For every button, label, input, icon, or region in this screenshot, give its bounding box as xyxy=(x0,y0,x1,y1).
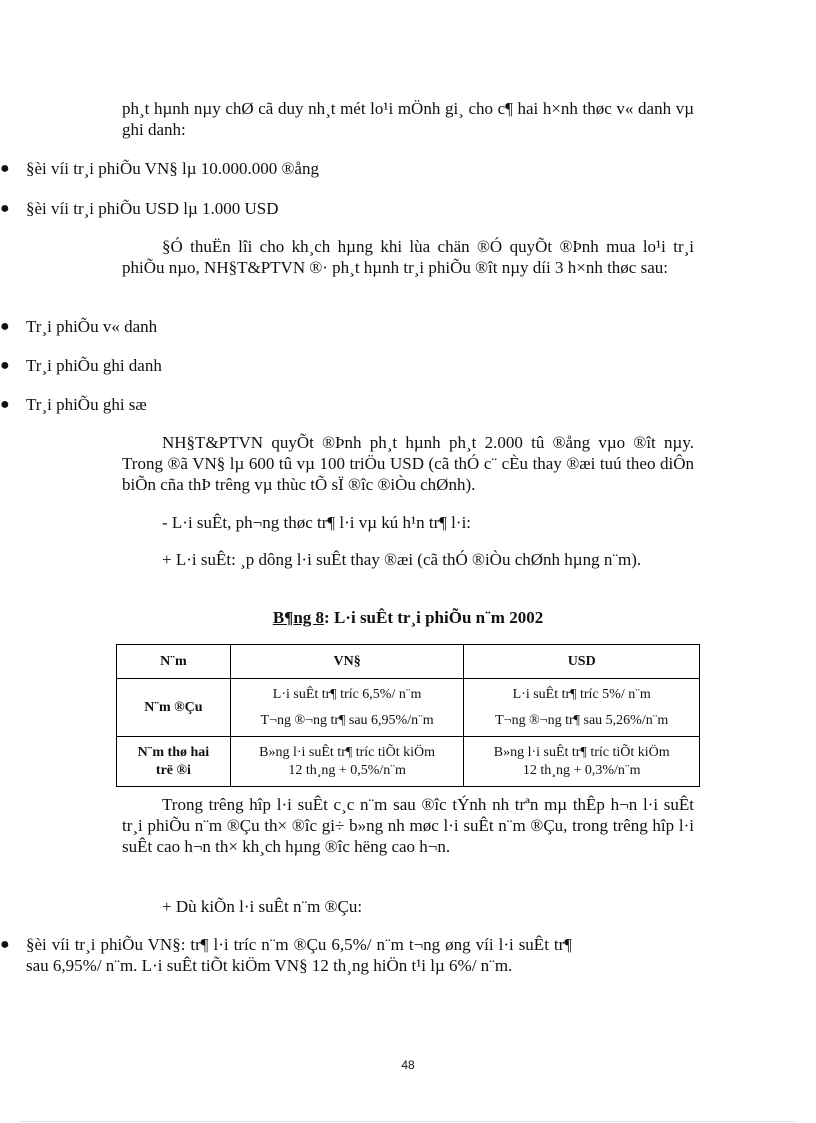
bullet-icon: ● xyxy=(0,936,10,953)
paragraph-expected-rate: + Dù kiÕn l·i suÊt n¨m ®Çu: xyxy=(162,897,363,916)
table-cell: L·i suÊt tr¶ tríc 5%/ n¨m T¬ng ®¬ng tr¶ sau 5,26%/n¨m xyxy=(464,679,700,737)
paragraph-issuance: NH§T&PTVN quyÕt ®Þnh ph¸t hµnh ph¸t 2.000 tû ®ång vµo ®ît nµy. Trong ®ã VN§ lµ 600 tû vµ 100 triÖu USD (cã thÓ c¨ cÈu thay ®æi tuú theo diÔn biÕn cña thÞ trêng vµ thùc tÕ sÏ ®îc ®iÒu chØnh). xyxy=(122,433,694,494)
page-number: 48 xyxy=(401,1058,415,1072)
table-caption-label: B¶ng 8 xyxy=(272,608,325,627)
table-header-row xyxy=(117,645,700,679)
paragraph-rate-note: Trong trêng hîp l·i suÊt c¸c n¨m sau ®îc tÝnh nh trªn mµ thÊp h¬n l·i suÊt tr¸i phiÕu n¨m ®Çu th× ®îc gi÷ b»ng nh møc l·i suÊt n¨m ®Çu, trong trêng hîp l·i suÊt cao h¬n th× kh¸ch hµng ®îc hëng cao h¬n. xyxy=(122,795,694,856)
bullet-icon: ● xyxy=(0,357,10,374)
table-caption-text: : L·i suÊt tr¸i phiÕu n¨m 2002 xyxy=(324,608,544,627)
table-caption xyxy=(122,608,694,628)
table-row xyxy=(117,679,700,737)
table-header-cell: VN§ xyxy=(230,645,464,679)
document-page: ph¸t hµnh nµy chØ cã duy nh¸t mét lo¹i mÖnh gi¸ cho c¶ hai h×nh thøc v« danh vµ ghi danh: ● §èi víi tr¸i phiÕu VN§ lµ 10.000.000 ®ång ● §èi víi tr¸i phiÕu USD lµ 1.000 USD §Ó thuËn lîi cho kh¸ch hµng khi lùa chän ®Ó quyÕt ®Þnh mua lo¹i tr¸i phiÕu nµo, NH§T&PTVN ®· ph¸t hµnh tr¸i phiÕu ®ît nµy díi 3 h×nh thøc sau: ● Tr¸i phiÕu v« danh ● Tr¸i phiÕu ghi danh ● Tr¸i phiÕu ghi sæ NH§T&PTVN quyÕt ®Þnh ph¸t hµnh ph¸t 2.000 tû ®ång vµo ®ît nµy. Trong ®ã VN§ lµ 600 tû vµ 100 triÖu USD (cã thÓ c¨ cÈu thay ®æi tuú theo diÔn biÕn cña thÞ trêng vµ thùc tÕ sÏ ®îc ®iÒu chØnh). - L·i suÊt, ph¬ng thøc tr¶ l·i vµ kú h¹n tr¶ l·i: + L·i suÊt: ¸p dông l·i suÊt thay ®æi (cã thÓ ®iÒu chØnh hµng n¨m). B¶ng 8: L·i suÊt tr¸i phiÕu n¨m 2002 N¨m VN§ USD N¨m ®Çu L·i suÊt tr¶ tríc 6,5%/ n¨m T¬ng ®¬ng tr¶ sau 6,95%/n¨m L·i suÊt tr¶ tríc 5%/ n¨m T¬ng ®¬ng tr¶ sau 5,26%/n¨m N¨m thø hai trë ®i B»ng l·i suÊt tr¶ tríc tiÕt kiÖm 12 th¸ng + 0,5%/n¨m B»ng l·i suÊt tr¶ tríc tiÕt kiÖm 12 th¸ng + 0,3%/n¨m Trong trêng hîp l·i suÊt c¸c n¨m sau ®îc tÝnh nh trªn mµ thÊp h¬n l·i suÊt tr¸i phiÕu n¨m ®Çu th× ®îc gi÷ b»ng nh møc l·i suÊt n¨m ®Çu, trong trêng hîp l·i suÊt cao h¬n th× kh¸ch hµng ®îc hëng cao h¬n. + Dù kiÕn l·i suÊt n¨m ®Çu: ● §èi víi tr¸i phiÕu VN§: tr¶ l·i tríc n¨m ®Çu 6,5%/ n¨m t¬ng øng víi l·i suÊt tr¶ sau 6,95%/ n¨m. L·i suÊt tiÕt kiÖm VN§ 12 th¸ng hiÖn t¹i lµ 6%/ n¨m. 48 xyxy=(0,0,816,1123)
paragraph-intro: ph¸t hµnh nµy chØ cã duy nh¸t mét lo¹i mÖnh gi¸ cho c¶ hai h×nh thøc v« danh vµ ghi danh: xyxy=(122,99,694,139)
paragraph-forms: §Ó thuËn lîi cho kh¸ch hµng khi lùa chän ®Ó quyÕt ®Þnh mua lo¹i tr¸i phiÕu nµo, NH§T&PTVN ®· ph¸t hµnh tr¸i phiÕu ®ît nµy díi 3 h×nh thøc sau: xyxy=(122,237,694,277)
paragraph-interest-heading: - L·i suÊt, ph¬ng thøc tr¶ l·i vµ kú h¹n tr¶ l·i: xyxy=(162,513,472,532)
table-cell: B»ng l·i suÊt tr¶ tríc tiÕt kiÖm 12 th¸ng + 0,5%/n¨m xyxy=(230,737,464,787)
table-header-cell: USD xyxy=(464,645,700,679)
bullet-icon: ● xyxy=(0,396,10,413)
table-cell: L·i suÊt tr¶ tríc 6,5%/ n¨m T¬ng ®¬ng tr¶ sau 6,95%/n¨m xyxy=(230,679,464,737)
table-row-label: N¨m thø hai trë ®i xyxy=(117,737,231,787)
table-row xyxy=(117,737,700,787)
paragraph-interest-rate: + L·i suÊt: ¸p dông l·i suÊt thay ®æi (cã thÓ ®iÒu chØnh hµng n¨m). xyxy=(162,550,642,569)
table-cell: B»ng l·i suÊt tr¶ tríc tiÕt kiÖm 12 th¸ng + 0,3%/n¨m xyxy=(464,737,700,787)
bullet-icon: ● xyxy=(0,318,10,335)
bullet-icon: ● xyxy=(0,200,10,217)
page-bottom-border xyxy=(20,1121,796,1122)
table-header-cell: N¨m xyxy=(117,645,231,679)
interest-rate-table xyxy=(116,644,700,787)
bullet-icon: ● xyxy=(0,160,10,177)
table-row-label: N¨m ®Çu xyxy=(117,679,231,737)
